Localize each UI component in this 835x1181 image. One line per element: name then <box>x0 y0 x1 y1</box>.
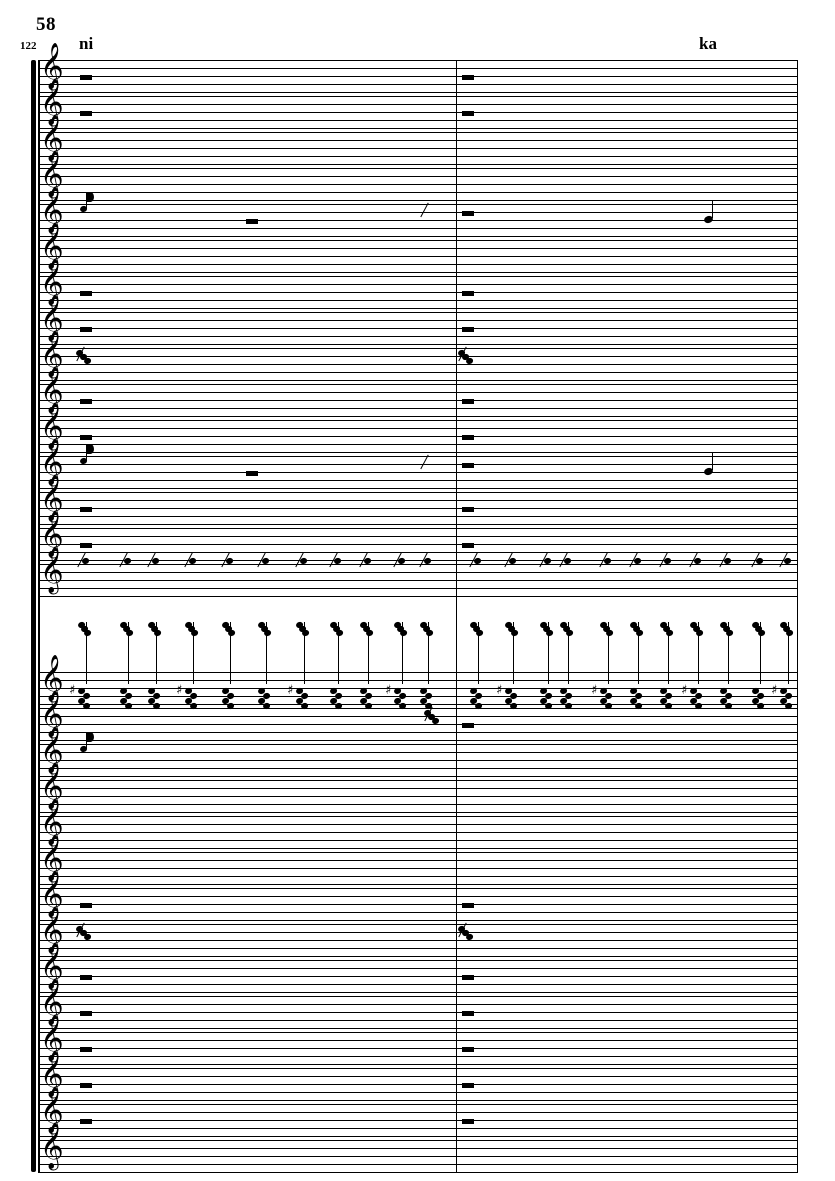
staff-line <box>38 1068 798 1069</box>
whole-measure-rest <box>80 75 92 80</box>
whole-measure-rest <box>462 543 474 548</box>
treble-clef-icon: 𝄞 <box>40 367 64 413</box>
staff-6 <box>38 276 798 308</box>
staff-line <box>38 1172 798 1173</box>
whole-measure-rest <box>80 903 92 908</box>
note-flag <box>87 732 94 742</box>
staff-line <box>38 76 798 77</box>
staff-line <box>38 444 798 445</box>
staff-line <box>38 400 798 401</box>
staff-8 <box>38 348 798 380</box>
treble-clef-icon: 𝄞 <box>40 223 64 269</box>
staff-line <box>38 264 798 265</box>
staff-line <box>38 832 798 833</box>
treble-clef-icon: 𝄞 <box>40 403 64 449</box>
staff-line <box>38 860 798 861</box>
staff-line <box>38 480 798 481</box>
staff-7 <box>38 312 798 344</box>
staff-line <box>38 176 798 177</box>
staff-11 <box>38 456 798 488</box>
staff-line <box>38 876 798 877</box>
note-stem <box>760 622 761 684</box>
staff-line <box>38 372 798 373</box>
sharp-accidental-icon: ♯ <box>176 683 183 698</box>
treble-clef-icon: 𝄞 <box>40 115 64 161</box>
staff-line <box>38 228 798 229</box>
whole-measure-rest <box>462 1047 474 1052</box>
staff-27 <box>38 1104 798 1136</box>
staff-23 <box>38 960 798 992</box>
staff-22 <box>38 924 798 956</box>
staff-line <box>38 768 798 769</box>
staff-line <box>38 780 798 781</box>
staff-line <box>38 240 798 241</box>
note-stem <box>712 200 713 218</box>
staff-line <box>38 680 798 681</box>
staff-line <box>38 192 798 193</box>
staff-line <box>38 272 798 273</box>
staff-line <box>38 60 798 61</box>
staff-line <box>38 528 798 529</box>
grace-notehead <box>635 629 643 637</box>
staff-line <box>38 336 798 337</box>
grace-notehead <box>665 629 673 637</box>
whole-measure-rest <box>462 1083 474 1088</box>
treble-clef-icon: 𝄞 <box>40 1123 64 1169</box>
system-bracket <box>31 60 36 1172</box>
sharp-accidental-icon: ♯ <box>385 683 392 698</box>
staff-line <box>38 1028 798 1029</box>
grace-notehead <box>605 629 613 637</box>
staff-line <box>38 472 798 473</box>
grace-notehead <box>125 629 133 637</box>
treble-clef-icon: 𝄞 <box>40 259 64 305</box>
staff-line <box>38 884 798 885</box>
note-stem <box>304 622 305 684</box>
treble-clef-icon: 𝄞 <box>40 187 64 233</box>
whole-measure-rest <box>80 399 92 404</box>
staff-line <box>38 92 798 93</box>
treble-clef-icon: 𝄞 <box>40 835 64 881</box>
note-flag <box>87 192 94 202</box>
staff-line <box>38 1156 798 1157</box>
staff-line <box>38 812 798 813</box>
staff-line <box>38 1112 798 1113</box>
staff-line <box>38 492 798 493</box>
grace-notehead <box>263 629 271 637</box>
staff-line <box>38 888 798 889</box>
treble-clef-icon: 𝄞 <box>40 655 64 701</box>
sharp-accidental-icon: ♯ <box>591 683 598 698</box>
staff-line <box>38 848 798 849</box>
staff-line <box>38 744 798 745</box>
treble-clef-icon: 𝄞 <box>40 331 64 377</box>
staff-line <box>38 500 798 501</box>
whole-measure-rest <box>80 975 92 980</box>
treble-clef-icon: 𝄞 <box>40 1015 64 1061</box>
staff-line <box>38 300 798 301</box>
note-stem <box>156 622 157 684</box>
whole-measure-rest <box>462 975 474 980</box>
sharp-accidental-icon: ♯ <box>681 683 688 698</box>
staff-line <box>38 104 798 105</box>
staff-line <box>38 488 798 489</box>
note-stem <box>638 622 639 684</box>
sharp-accidental-icon: ♯ <box>771 683 778 698</box>
staff-line <box>38 788 798 789</box>
staff-line <box>38 200 798 201</box>
staff-line <box>38 984 798 985</box>
grace-notehead <box>757 629 765 637</box>
staff-line <box>38 248 798 249</box>
staff-line <box>38 156 798 157</box>
staff-line <box>38 276 798 277</box>
note-stem <box>668 622 669 684</box>
whole-measure-rest <box>80 1011 92 1016</box>
staff-line <box>38 708 798 709</box>
grace-notehead <box>335 629 343 637</box>
staff-line <box>38 1032 798 1033</box>
whole-measure-rest <box>462 327 474 332</box>
staff-line <box>38 868 798 869</box>
staff-line <box>38 284 798 285</box>
note-stem <box>338 622 339 684</box>
staff-line <box>38 1012 798 1013</box>
staff-line <box>38 408 798 409</box>
staff-line <box>38 236 798 237</box>
treble-clef-icon: 𝄞 <box>40 763 64 809</box>
whole-measure-rest <box>462 463 474 468</box>
staff-line <box>38 920 798 921</box>
staff-line <box>38 1064 798 1065</box>
measure-number: 122 <box>20 40 37 52</box>
staff-line <box>38 924 798 925</box>
sharp-accidental-icon: ♯ <box>287 683 294 698</box>
staff-25 <box>38 1032 798 1064</box>
staff-line <box>38 724 798 725</box>
staff-line <box>38 140 798 141</box>
note-stem <box>712 452 713 470</box>
treble-clef-icon: 𝄞 <box>40 979 64 1025</box>
treble-clef-icon: 𝄞 <box>40 727 64 773</box>
staff-5 <box>38 240 798 272</box>
staff-line <box>38 904 798 905</box>
treble-clef-icon: 𝄞 <box>40 871 64 917</box>
grace-notehead <box>227 629 235 637</box>
grace-notehead <box>510 629 518 637</box>
staff-19 <box>38 816 798 848</box>
sharp-accidental-icon: ♯ <box>496 683 503 698</box>
staff-1 <box>38 96 798 128</box>
staff-line <box>38 516 798 517</box>
staff-line <box>38 384 798 385</box>
staff-0 <box>38 60 798 92</box>
whole-measure-rest <box>462 291 474 296</box>
note-stem <box>728 622 729 684</box>
grace-notehead <box>785 629 793 637</box>
staff-line <box>38 852 798 853</box>
staff-line <box>38 312 798 313</box>
note-stem <box>368 622 369 684</box>
grace-notehead <box>475 629 483 637</box>
staff-line <box>38 456 798 457</box>
grace-notehead <box>153 629 161 637</box>
note-flag <box>87 444 94 454</box>
staff-line <box>38 1164 798 1165</box>
grace-notehead <box>399 629 407 637</box>
staff-line <box>38 364 798 365</box>
grace-notehead <box>190 629 198 637</box>
staff-line <box>38 436 798 437</box>
staff-17 <box>38 744 798 776</box>
staff-line <box>38 776 798 777</box>
staff-line <box>38 932 798 933</box>
note-stem <box>128 622 129 684</box>
staff-line <box>38 220 798 221</box>
note-stem <box>266 622 267 684</box>
staff-line <box>38 1104 798 1105</box>
staff-line <box>38 112 798 113</box>
staff-line <box>38 168 798 169</box>
whole-measure-rest <box>80 1119 92 1124</box>
staff-line <box>38 968 798 969</box>
staff-line <box>38 1092 798 1093</box>
staff-16 <box>38 708 798 740</box>
staff-line <box>38 356 798 357</box>
staff-26 <box>38 1068 798 1100</box>
staff-line <box>38 816 798 817</box>
staff-line <box>38 1140 798 1141</box>
treble-clef-icon: 𝄞 <box>40 907 64 953</box>
staff-line <box>38 428 798 429</box>
staff-line <box>38 544 798 545</box>
staff-18 <box>38 780 798 812</box>
staff-line <box>38 68 798 69</box>
staff-line <box>38 1056 798 1057</box>
staff-line <box>38 256 798 257</box>
note-stem <box>513 622 514 684</box>
treble-clef-icon: 𝄞 <box>40 295 64 341</box>
staff-9 <box>38 384 798 416</box>
staff-line <box>38 760 798 761</box>
staff-line <box>38 148 798 149</box>
staff-line <box>38 508 798 509</box>
staff-line <box>38 732 798 733</box>
staff-line <box>38 328 798 329</box>
grace-notehead <box>695 629 703 637</box>
note-stem <box>568 622 569 684</box>
grace-notehead <box>425 629 433 637</box>
staff-line <box>38 212 798 213</box>
staff-line <box>38 912 798 913</box>
grace-notehead <box>365 629 373 637</box>
staff-line <box>38 1136 798 1137</box>
staff-line <box>38 840 798 841</box>
staff-line <box>38 204 798 205</box>
staff-line <box>38 320 798 321</box>
staff-2 <box>38 132 798 164</box>
staff-line <box>38 464 798 465</box>
staff-3 <box>38 168 798 200</box>
staff-4 <box>38 204 798 236</box>
treble-clef-icon: 𝄞 <box>40 799 64 845</box>
grace-notehead <box>565 629 573 637</box>
whole-measure-rest <box>462 507 474 512</box>
staff-line <box>38 308 798 309</box>
grace-notehead <box>83 629 91 637</box>
staff-line <box>38 572 798 573</box>
staff-14 <box>38 564 798 596</box>
whole-measure-rest <box>462 399 474 404</box>
staff-line <box>38 960 798 961</box>
lyric-syllable-ni: ni <box>79 34 94 53</box>
staff-24 <box>38 996 798 1028</box>
treble-clef-icon: 𝄞 <box>40 79 64 125</box>
staff-line <box>38 1004 798 1005</box>
treble-clef-icon: 𝄞 <box>40 475 64 521</box>
whole-measure-rest <box>80 1083 92 1088</box>
whole-measure-rest <box>80 291 92 296</box>
staff-28 <box>38 1140 798 1172</box>
staff-line <box>38 596 798 597</box>
staff-line <box>38 184 798 185</box>
staff-line <box>38 956 798 957</box>
staff-12 <box>38 492 798 524</box>
whole-measure-rest <box>462 75 474 80</box>
staff-line <box>38 564 798 565</box>
treble-clef-icon: 𝄞 <box>40 1051 64 1097</box>
note-stem <box>698 622 699 684</box>
whole-measure-rest <box>462 1011 474 1016</box>
staff-line <box>38 992 798 993</box>
sharp-accidental-icon: ♯ <box>69 683 76 698</box>
staff-line <box>38 580 798 581</box>
staff-line <box>38 524 798 525</box>
treble-clef-icon: 𝄞 <box>40 43 64 89</box>
note-stem <box>193 622 194 684</box>
whole-measure-rest <box>80 111 92 116</box>
staff-line <box>38 1100 798 1101</box>
whole-measure-rest <box>80 327 92 332</box>
whole-measure-rest <box>462 723 474 728</box>
staff-line <box>38 420 798 421</box>
staff-line <box>38 552 798 553</box>
staff-line <box>38 164 798 165</box>
staff-line <box>38 976 798 977</box>
staff-line <box>38 416 798 417</box>
staff-line <box>38 392 798 393</box>
staff-line <box>38 1076 798 1077</box>
staff-line <box>38 1084 798 1085</box>
staff-line <box>38 740 798 741</box>
staff-line <box>38 1120 798 1121</box>
note-stem <box>428 622 429 684</box>
treble-clef-icon: 𝄞 <box>40 151 64 197</box>
lyric-syllable-ka: ka <box>699 34 717 53</box>
staff-line <box>38 452 798 453</box>
treble-clef-icon: 𝄞 <box>40 943 64 989</box>
staff-line <box>38 120 798 121</box>
staff-line <box>38 1148 798 1149</box>
whole-measure-rest <box>462 435 474 440</box>
whole-measure-rest <box>462 903 474 908</box>
whole-measure-rest <box>80 1047 92 1052</box>
note-stem <box>788 622 789 684</box>
staff-line <box>38 752 798 753</box>
treble-clef-icon: 𝄞 <box>40 691 64 737</box>
staff-line <box>38 128 798 129</box>
page-number: 58 <box>36 14 56 35</box>
staff-20 <box>38 852 798 884</box>
note-stem <box>478 622 479 684</box>
treble-clef-icon: 𝄞 <box>40 439 64 485</box>
staff-10 <box>38 420 798 452</box>
whole-measure-rest <box>80 507 92 512</box>
staff-line <box>38 132 798 133</box>
note-stem <box>230 622 231 684</box>
staff-line <box>38 716 798 717</box>
staff-line <box>38 344 798 345</box>
staff-line <box>38 96 798 97</box>
staff-line <box>38 672 798 673</box>
treble-clef-icon: 𝄞 <box>40 1087 64 1133</box>
staff-line <box>38 996 798 997</box>
grace-notehead <box>301 629 309 637</box>
treble-clef-icon: 𝄞 <box>40 511 64 557</box>
whole-measure-rest <box>462 1119 474 1124</box>
staff-line <box>38 588 798 589</box>
whole-measure-rest <box>80 435 92 440</box>
note-stem <box>86 622 87 684</box>
note-stem <box>548 622 549 684</box>
staff-line <box>38 1128 798 1129</box>
whole-measure-rest <box>80 543 92 548</box>
treble-clef-icon: 𝄞 <box>40 547 64 593</box>
staff-line <box>38 348 798 349</box>
staff-line <box>38 292 798 293</box>
whole-measure-rest <box>462 211 474 216</box>
staff-line <box>38 940 798 941</box>
staff-line <box>38 1040 798 1041</box>
grace-notehead <box>545 629 553 637</box>
staff-21 <box>38 888 798 920</box>
staff-line <box>38 536 798 537</box>
staff-line <box>38 796 798 797</box>
staff-line <box>38 896 798 897</box>
staff-line <box>38 84 798 85</box>
staff-line <box>38 1048 798 1049</box>
whole-measure-rest <box>246 219 258 224</box>
staff-line <box>38 1020 798 1021</box>
whole-measure-rest <box>462 111 474 116</box>
note-stem <box>402 622 403 684</box>
grace-notehead <box>725 629 733 637</box>
note-stem <box>608 622 609 684</box>
staff-line <box>38 804 798 805</box>
staff-line <box>38 948 798 949</box>
staff-line <box>38 380 798 381</box>
staff-line <box>38 824 798 825</box>
whole-measure-rest <box>246 471 258 476</box>
